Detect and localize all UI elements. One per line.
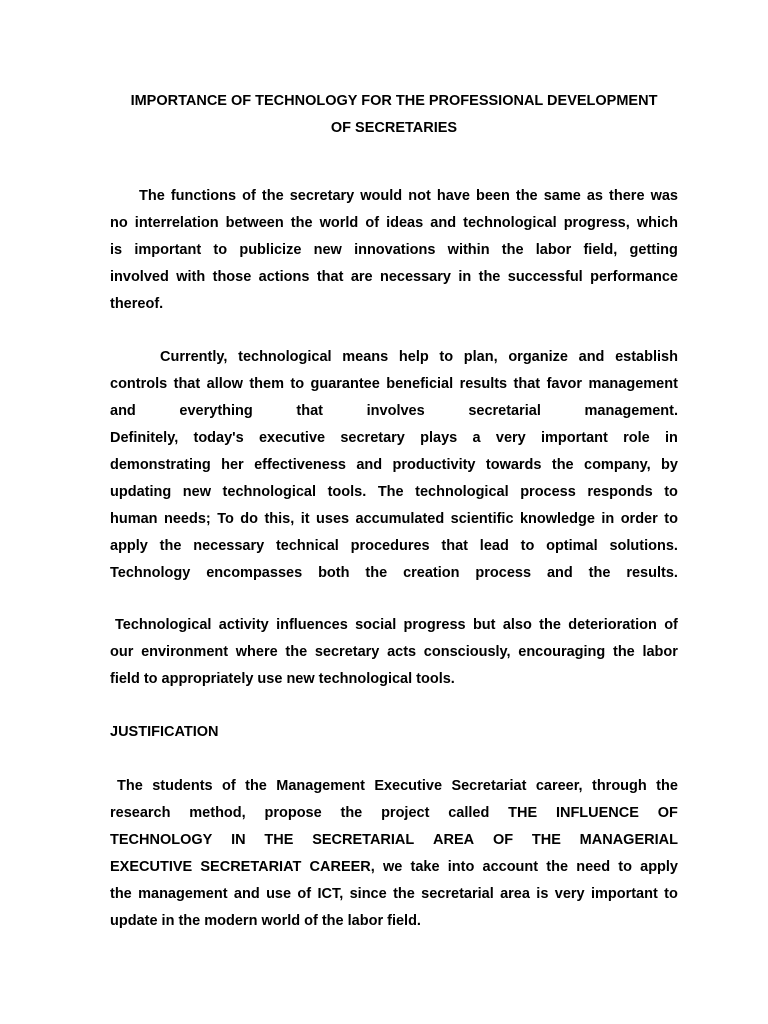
word: apply [640, 859, 678, 875]
word: establish [615, 349, 678, 365]
word: everything [179, 403, 253, 419]
word: them [249, 376, 284, 392]
word: would [360, 188, 403, 204]
word: acts [387, 644, 417, 660]
word: of [222, 778, 236, 794]
word: the [551, 457, 574, 473]
word: method, [189, 805, 246, 821]
word: creation [403, 565, 460, 581]
word: process [520, 484, 576, 500]
word: world [319, 215, 359, 231]
word: human [110, 511, 158, 527]
word: field, [583, 242, 618, 258]
word: our [110, 644, 134, 660]
word: knowledge [519, 511, 595, 527]
word: was [650, 188, 678, 204]
word: the [478, 269, 501, 285]
word: The [139, 188, 165, 204]
word: to [664, 511, 678, 527]
paragraph-4-line [110, 881, 678, 908]
word: within [447, 242, 490, 258]
paragraph-1 [110, 183, 678, 318]
word: SECRETARIAT [200, 859, 302, 875]
word: this, [264, 511, 295, 527]
word: CAREER, [309, 859, 375, 875]
word: the [546, 859, 569, 875]
word: also [502, 617, 532, 633]
word: means [342, 349, 389, 365]
word: of [365, 215, 380, 231]
word: tools. [327, 484, 367, 500]
word: to [213, 242, 228, 258]
paragraph-4-line [110, 773, 678, 800]
word: that [296, 403, 323, 419]
word: Management [276, 778, 365, 794]
word: in [601, 511, 615, 527]
word: Technological [115, 617, 212, 633]
word: Currently, [160, 349, 228, 365]
word: plan, [463, 349, 498, 365]
word: and [430, 215, 457, 231]
word: to [664, 484, 678, 500]
word: and [233, 886, 260, 902]
paragraph-2-line [110, 371, 678, 398]
word: encompasses [206, 565, 303, 581]
word: executive [258, 430, 326, 446]
word: her [221, 457, 244, 473]
word: important [541, 430, 608, 446]
word: technological [222, 484, 317, 500]
word: have [436, 188, 470, 204]
word: new [182, 484, 211, 500]
word: to [664, 886, 678, 902]
word: is [536, 886, 549, 902]
word: demonstrating [110, 457, 211, 473]
word: Definitely, [110, 430, 179, 446]
word: research [110, 805, 171, 821]
word: SECRETARIAL [312, 832, 415, 848]
word: ICT, [317, 886, 344, 902]
word: very [554, 886, 585, 902]
word: towards [485, 457, 542, 473]
word: by [661, 457, 678, 473]
word: the [285, 644, 308, 660]
word: to [618, 859, 632, 875]
word: productivity [392, 457, 476, 473]
word: guarantee [310, 376, 380, 392]
word: to [290, 376, 305, 392]
word: lead [479, 538, 509, 554]
paragraph-3 [110, 612, 678, 693]
word: INFLUENCE [555, 805, 639, 821]
word: ideas [386, 215, 424, 231]
word: process [475, 565, 532, 581]
word: results. [626, 565, 678, 581]
word: Executive [374, 778, 443, 794]
word: order [620, 511, 658, 527]
word: the [290, 215, 313, 231]
word: optimal [546, 538, 598, 554]
word: getting [629, 242, 678, 258]
paragraph-4-line [110, 800, 678, 827]
paragraph-2-line [110, 479, 678, 506]
paragraph-1-line [110, 210, 678, 237]
word: are [350, 269, 373, 285]
word: technological [463, 215, 557, 231]
word: functions [170, 188, 237, 204]
word: which [636, 215, 678, 231]
paragraph-4-line: update in the modern world of the labor field. [110, 913, 421, 929]
paragraph-2-line [110, 560, 678, 587]
word: a [472, 430, 481, 446]
word: important [590, 886, 658, 902]
word: company, [584, 457, 651, 473]
word: career, [535, 778, 583, 794]
paragraph-3-line [110, 612, 678, 639]
paragraph-1-line [110, 264, 678, 291]
word: that [173, 376, 201, 392]
word: THE [264, 832, 294, 848]
word: in [665, 430, 678, 446]
word: need [576, 859, 611, 875]
paragraph-2 [110, 344, 678, 587]
word: IN [231, 832, 246, 848]
word: Technology [110, 565, 191, 581]
word: and [578, 349, 605, 365]
word: been [475, 188, 510, 204]
word: secretary [289, 188, 355, 204]
word: the [245, 778, 267, 794]
word: performance [590, 269, 678, 285]
paragraph-4 [110, 773, 678, 935]
word: propose [264, 805, 322, 821]
word: that [316, 269, 344, 285]
word: secretarial [468, 403, 541, 419]
word: the [393, 886, 415, 902]
word: of [297, 886, 312, 902]
word: beneficial [386, 376, 454, 392]
word: necessary [193, 538, 265, 554]
word: and [356, 457, 383, 473]
word: the [365, 565, 388, 581]
paragraph-2-line [110, 533, 678, 560]
word: technological [415, 484, 509, 500]
word: to [520, 538, 535, 554]
word: secretary [314, 644, 380, 660]
word: area [500, 886, 530, 902]
word: updating [110, 484, 172, 500]
word: the [261, 188, 284, 204]
word: secretarial [421, 886, 494, 902]
word: successful [507, 269, 583, 285]
word: influences [276, 617, 348, 633]
word: OF [657, 805, 678, 821]
word: role [623, 430, 650, 446]
word: management [138, 886, 228, 902]
word: controls [110, 376, 168, 392]
paragraph-2-line [110, 452, 678, 479]
word: same [543, 188, 581, 204]
word: and [546, 565, 573, 581]
word: management [588, 376, 678, 392]
word: innovations [354, 242, 436, 258]
word: labor [642, 644, 678, 660]
word: the [159, 538, 182, 554]
word: interrelation [134, 215, 219, 231]
word: those [212, 269, 252, 285]
word: the [110, 886, 132, 902]
word: very [495, 430, 526, 446]
paragraph-1-line [110, 183, 678, 210]
word: into [447, 859, 475, 875]
word: is [110, 242, 123, 258]
word: students [152, 778, 213, 794]
word: actions [258, 269, 310, 285]
paragraph-3-line [110, 639, 678, 666]
paragraph-3-line: field to appropriately use new technological tools. [110, 671, 455, 687]
word: of [242, 188, 256, 204]
word: it [300, 511, 310, 527]
word: labor [535, 242, 572, 258]
word: uses [316, 511, 350, 527]
word: THE [531, 832, 561, 848]
word: Secretariat [451, 778, 527, 794]
word: do [240, 511, 258, 527]
word: EXECUTIVE [110, 859, 193, 875]
word: the [539, 617, 561, 633]
word: THE [508, 805, 538, 821]
word: To [217, 511, 234, 527]
word: allow [206, 376, 243, 392]
word: necessary [379, 269, 451, 285]
word: the [340, 805, 363, 821]
word: both [318, 565, 350, 581]
word: activity [218, 617, 269, 633]
word: new [313, 242, 342, 258]
paragraph-2-line [110, 344, 678, 371]
word: the [588, 565, 611, 581]
word: the [612, 644, 635, 660]
word: procedures [350, 538, 430, 554]
word: take [410, 859, 440, 875]
word: progress, [563, 215, 630, 231]
word: today's [193, 430, 244, 446]
word: favor [546, 376, 583, 392]
word: that [513, 376, 541, 392]
word: AREA [433, 832, 475, 848]
word: results [459, 376, 508, 392]
paragraph-1-line [110, 237, 678, 264]
paragraph-1-line: thereof. [110, 296, 164, 312]
word: consciously, [423, 644, 511, 660]
word: involves [366, 403, 425, 419]
word: plays [420, 430, 458, 446]
word: to [439, 349, 454, 365]
word: but [472, 617, 496, 633]
word: involved [110, 269, 169, 285]
word: with [176, 269, 206, 285]
document-title [110, 88, 678, 142]
word: organize [508, 349, 568, 365]
word: The [377, 484, 404, 500]
word: not [408, 188, 431, 204]
word: The [117, 778, 143, 794]
word: help [398, 349, 429, 365]
title-line-2: OF SECRETARIES [330, 120, 458, 136]
word: use [266, 886, 292, 902]
word: the [501, 242, 524, 258]
word: we [382, 859, 403, 875]
word: accumulated [355, 511, 445, 527]
word: since [349, 886, 387, 902]
word: of [664, 617, 678, 633]
word: social [355, 617, 397, 633]
paragraph-4-line [110, 827, 678, 854]
paragraph-2-line [110, 425, 678, 452]
word: management. [584, 403, 678, 419]
word: important [134, 242, 202, 258]
justification-heading: JUSTIFICATION [110, 724, 219, 740]
word: progress [403, 617, 466, 633]
word: called [448, 805, 490, 821]
word: encouraging [518, 644, 606, 660]
word: responds [587, 484, 653, 500]
word: deterioration [568, 617, 657, 633]
word: that [441, 538, 468, 554]
word: technological [238, 349, 332, 365]
word: OF [492, 832, 514, 848]
word: secretary [340, 430, 405, 446]
word: environment [141, 644, 229, 660]
word: needs; [163, 511, 211, 527]
word: solutions. [609, 538, 678, 554]
word: in [458, 269, 472, 285]
word: account [482, 859, 539, 875]
word: TECHNOLOGY [110, 832, 213, 848]
word: there [609, 188, 645, 204]
word: effectiveness [254, 457, 346, 473]
word: between [225, 215, 284, 231]
word: publicize [239, 242, 302, 258]
paragraph-2-line [110, 398, 678, 425]
word: no [110, 215, 128, 231]
word: the [515, 188, 538, 204]
word: apply [110, 538, 148, 554]
paragraph-4-line [110, 854, 678, 881]
word: through [592, 778, 647, 794]
word: as [586, 188, 603, 204]
word: and [110, 403, 136, 419]
word: project [381, 805, 430, 821]
title-line-1: IMPORTANCE OF TECHNOLOGY FOR THE PROFESSIONAL DEVELOPMENT [130, 93, 658, 109]
word: scientific [450, 511, 514, 527]
paragraph-2-line [110, 506, 678, 533]
word: technical [275, 538, 339, 554]
word: the [656, 778, 678, 794]
word: where [235, 644, 278, 660]
word: MANAGERIAL [579, 832, 678, 848]
